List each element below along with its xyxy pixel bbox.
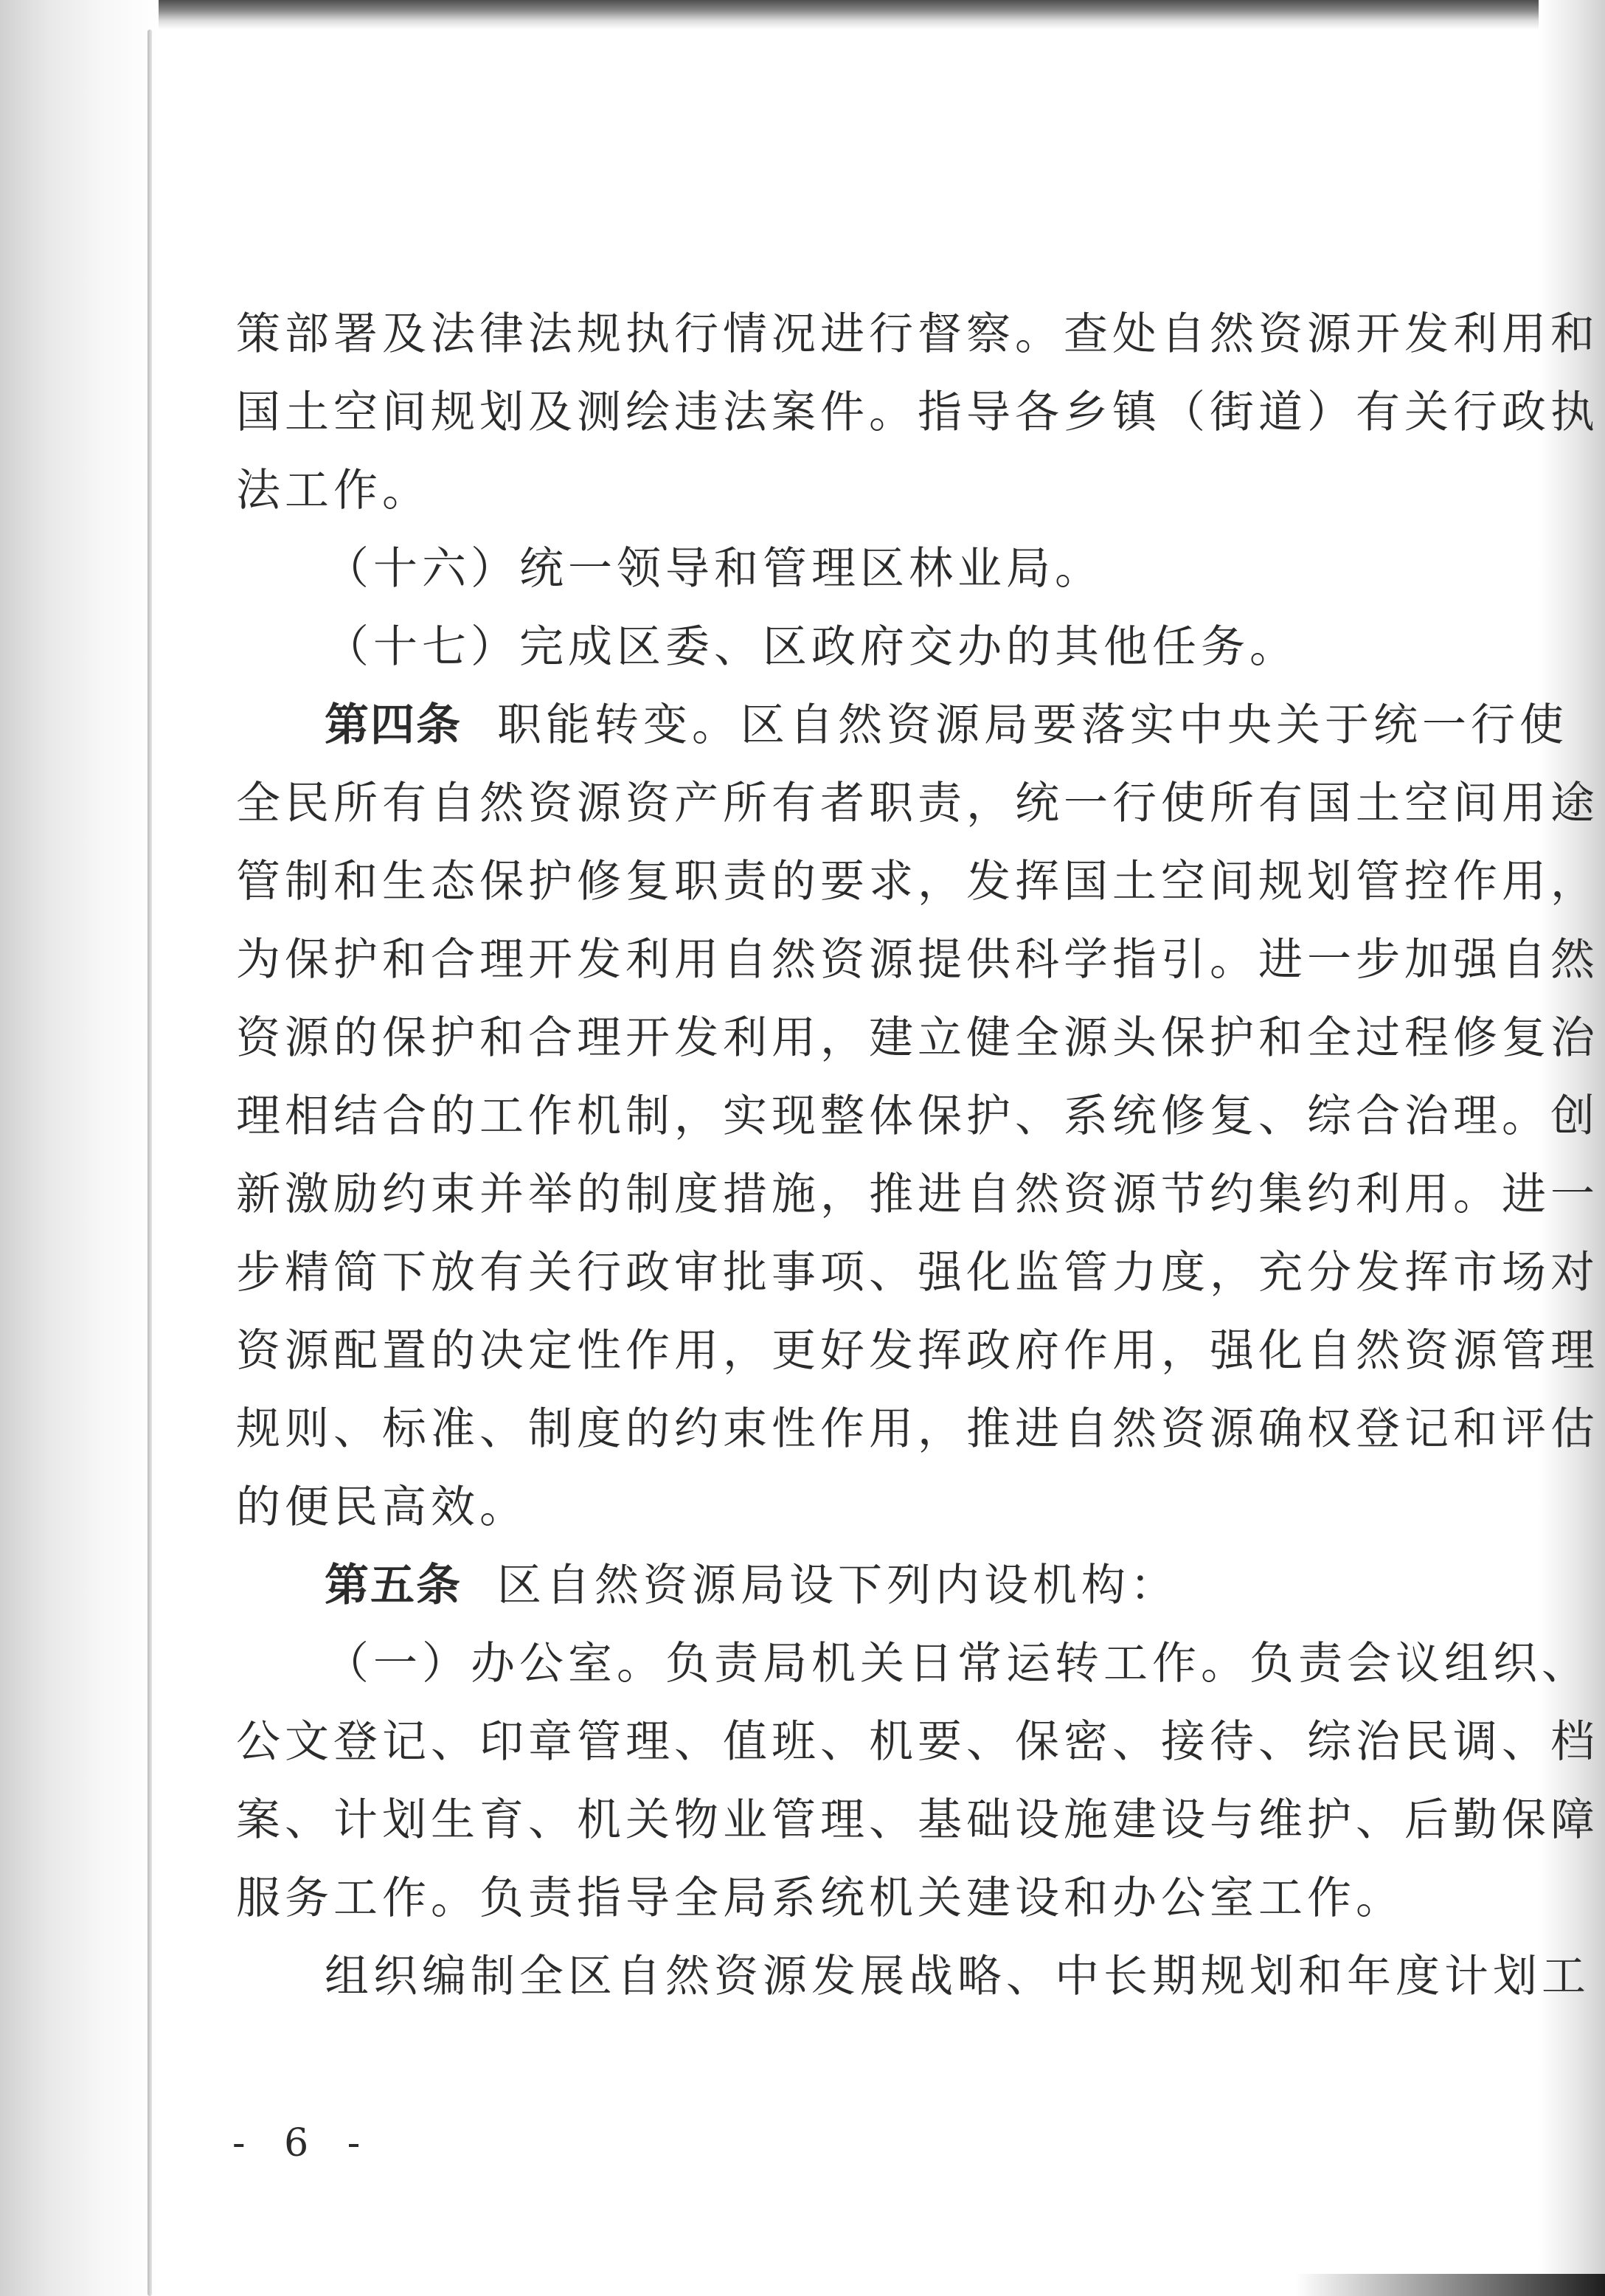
line-text: 新激励约束并举的制度措施，推进自然资源节约集约利用。进一 bbox=[236, 1169, 1599, 1220]
line-text: 公文登记、印章管理、值班、机要、保密、接待、综治民调、档 bbox=[236, 1716, 1599, 1768]
text-line bbox=[236, 373, 1599, 452]
text-line bbox=[236, 1781, 1599, 1859]
line-text: 资源的保护和合理开发利用，建立健全源头保护和全过程修复治 bbox=[236, 1012, 1599, 1064]
text-line bbox=[236, 921, 1599, 999]
line-text: 管制和生态保护修复职责的要求，发挥国土空间规划管控作用， bbox=[236, 856, 1599, 907]
article-four-heading bbox=[236, 686, 1568, 764]
scan-left-shadow bbox=[0, 0, 159, 2296]
scan-top-edge bbox=[0, 0, 1605, 30]
line-text: （一）办公室。负责局机关日常运转工作。负责会议组织、 bbox=[325, 1638, 1590, 1690]
document-body bbox=[236, 295, 1599, 2016]
text-line bbox=[236, 1155, 1599, 1234]
text-line bbox=[236, 295, 1599, 373]
line-text: 全民所有自然资源资产所有者职责，统一行使所有国土空间用途 bbox=[236, 778, 1599, 829]
line-text: 步精简下放有关行政审批事项、强化监管力度，充分发挥市场对 bbox=[236, 1247, 1599, 1299]
text-line bbox=[236, 1937, 1590, 2016]
scan-bottom-edge bbox=[1295, 2274, 1605, 2296]
text-line bbox=[236, 452, 1409, 530]
page-number: - 6 - bbox=[232, 2121, 374, 2165]
text-line bbox=[236, 1859, 1409, 1937]
list-item-one bbox=[236, 1625, 1590, 1703]
article-five-label: 第五条 bbox=[325, 1560, 462, 1611]
text-line bbox=[236, 1468, 1409, 1546]
list-item-seventeen bbox=[236, 608, 1409, 686]
line-text: 国土空间规划及测绘违法案件。指导各乡镇（街道）有关行政执 bbox=[236, 387, 1599, 438]
line-text: 案、计划生育、机关物业管理、基础设施建设与维护、后勤保障 bbox=[236, 1794, 1599, 1846]
article-five-heading bbox=[236, 1546, 1409, 1625]
text-line bbox=[236, 1234, 1599, 1312]
text-line bbox=[236, 1390, 1599, 1468]
text-line bbox=[236, 1703, 1599, 1781]
line-text: 资源配置的决定性作用，更好发挥政府作用，强化自然资源管理 bbox=[236, 1325, 1599, 1377]
text-line bbox=[236, 1077, 1599, 1155]
line-text: 职能转变。区自然资源局要落实中央关于统一行使 bbox=[497, 699, 1568, 751]
text-line bbox=[236, 764, 1599, 843]
text-line bbox=[236, 843, 1599, 921]
line-text: （十六）统一领导和管理区林业局。 bbox=[325, 543, 1103, 595]
page-binding-edge bbox=[148, 30, 152, 2296]
line-text: 规则、标准、制度的约束性作用，推进自然资源确权登记和评估 bbox=[236, 1403, 1599, 1455]
line-text: 法工作。 bbox=[236, 465, 431, 516]
line-text: 服务工作。负责指导全局系统机关建设和办公室工作。 bbox=[236, 1873, 1404, 1924]
list-item-sixteen bbox=[236, 530, 1409, 608]
text-line bbox=[236, 1312, 1599, 1390]
line-text: 的便民高效。 bbox=[236, 1481, 528, 1533]
text-line bbox=[236, 999, 1599, 1077]
line-text: 为保护和合理开发利用自然资源提供科学指引。进一步加强自然 bbox=[236, 934, 1599, 986]
line-text: （十七）完成区委、区政府交办的其他任务。 bbox=[325, 621, 1298, 673]
article-four-label: 第四条 bbox=[325, 699, 462, 751]
line-text: 理相结合的工作机制，实现整体保护、系统修复、综合治理。创 bbox=[236, 1090, 1599, 1142]
line-text: 组织编制全区自然资源发展战略、中长期规划和年度计划工 bbox=[325, 1951, 1590, 2002]
line-text: 策部署及法律法规执行情况进行督察。查处自然资源开发利用和 bbox=[236, 308, 1599, 360]
line-text: 区自然资源局设下列内设机构： bbox=[497, 1560, 1179, 1611]
